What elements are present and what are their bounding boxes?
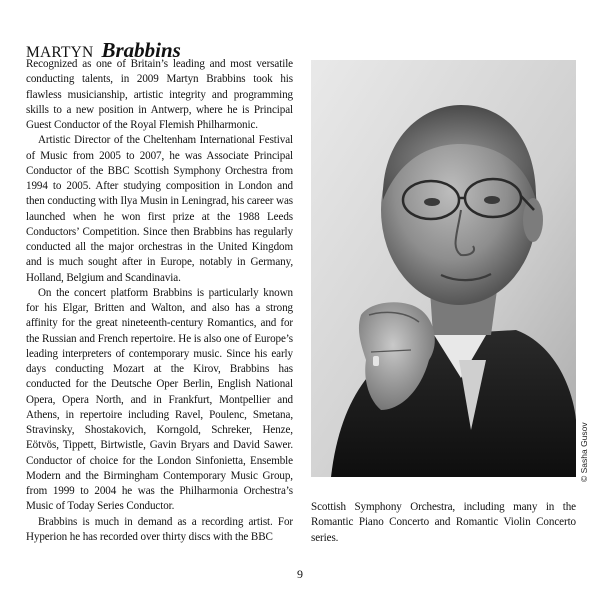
page-number: 9	[297, 567, 303, 581]
biography-paragraph-3: On the concert platform Brabbins is particularly known for his Elgar, Britten and Walton, and also has a strong affinity for the great nineteenth-century Romantics, and for the Russian and French repertoire. He is also one of Europe’s leading interpreters of contemporary music. Since his early days conducting Mozart at the Kirov, Brabbins has conducted for the Deutsche Oper Berlin, English National Opera, Opera North, and in Frankfurt, Montpellier and Athens, in repertoire including Ravel, Poulenc, Smetana, Stravinsky, Shostakovich, Korngold, Schreker, Henze, Eötvös, Tippett, Birtwistle, Gavin Bryars and David Sawer. Conductor of choice for the London Sinfonietta, Ensemble Modern and the Birmingham Contemporary Music Group, from 1999 to 2004 he was the Philharmonia Orchestra’s Music of Today Series Conductor.	[26, 286, 293, 513]
conductor-portrait-photo	[311, 60, 576, 477]
biography-paragraph-2: Artistic Director of the Cheltenham International Festival of Music from 2005 to 2007, he was Associate Principal Conductor of the BBC Scottish Symphony Orchestra from 1994 to 2005. After studying composition in London and then conducting with Ilya Musin in Leningrad, his career was launched when he won first prize at the 1988 Leeds Conductors’ Competition. Since then Brabbins has regularly conducted all the major orchestras in the United Kingdom and is much sought after in Europe, notably in Germany, Holland, Belgium and Scandinavia.	[26, 134, 293, 284]
portrait-photo-icon	[311, 60, 576, 477]
photo-credit	[578, 422, 592, 482]
title-first-name: MARTYN	[26, 44, 94, 61]
biography-left-column	[26, 57, 293, 545]
photo-credit-text: © Sasha Gusov	[579, 422, 589, 482]
title-last-name: Brabbins	[101, 38, 181, 62]
biography-paragraph-4: Brabbins is much in demand as a recording artist. For Hyperion he has recorded over thirty discs with the BBC	[26, 515, 293, 543]
biography-paragraph-1: Recognized as one of Britain’s leading and most versatile conducting talents, in 2009 Martyn Brabbins took his flawless musicianship, artistic integrity and programming skills to a new position in Antwerp, where he is Principal Guest Conductor of the Royal Flemish Philharmonic.	[26, 58, 293, 131]
biography-continuation: Scottish Symphony Orchestra, including many in the Romantic Piano Concerto and Romantic Violin Concerto series.	[311, 501, 576, 544]
